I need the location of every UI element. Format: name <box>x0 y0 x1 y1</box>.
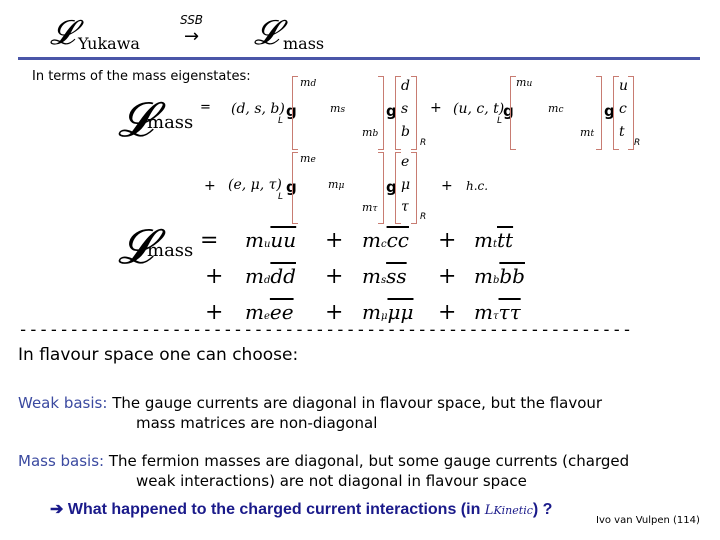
mass-term: $m\mu\overline{\mu\mu}$ <box>362 300 414 324</box>
lepton-matrix-left-bracket <box>292 152 298 224</box>
down-row-vector: (d, s, b) <box>231 101 285 117</box>
matrix-equation <box>0 0 720 230</box>
lepton-col-right-bracket <box>411 152 417 224</box>
mass-eq-equals: = <box>200 228 219 253</box>
up-coupling-g: g <box>503 102 514 120</box>
title-mass-lagrangian-symbol: 𝓛 <box>254 13 279 53</box>
mass-term: $mu\overline{uu}$ <box>245 228 297 252</box>
mass-term: $mb\overline{bb}$ <box>474 264 525 288</box>
mass-eq-plus: + <box>438 300 457 325</box>
up-col-subscript: R <box>634 138 641 148</box>
weak-basis-line1: The gauge currents are diagonal in flavour space, but the flavour <box>112 394 603 412</box>
matrix-equals: = <box>200 100 211 115</box>
matrix-lhs-symbol: 𝓛 <box>118 92 153 148</box>
hermitian-conjugate: h.c. <box>466 179 489 193</box>
arrow-right-icon: ➔ <box>50 501 64 518</box>
mass-eq-plus: + <box>325 228 344 253</box>
lepton-coupling-g: g <box>286 178 297 196</box>
down-row-subscript: L <box>278 116 284 126</box>
lepton-matrix-me: me <box>300 152 316 165</box>
down-col-d: d <box>401 78 410 94</box>
down-matrix-mb: mb <box>362 126 379 139</box>
down-col-subscript: R <box>420 138 427 148</box>
mass-term: $mc\overline{cc}$ <box>362 228 409 252</box>
mass-eq-lhs-symbol: 𝓛 <box>118 219 153 275</box>
matrix-plus-2: + <box>204 178 216 194</box>
lepton-matrix-mmu: mμ <box>328 178 345 191</box>
down-col-s: s <box>401 101 409 117</box>
up-matrix-mc: mc <box>548 102 564 115</box>
up-matrix-mt: mt <box>580 126 595 139</box>
footer-credit: Ivo van Vulpen (114) <box>596 515 700 526</box>
mass-basis-line1: The fermion masses are diagonal, but some gauge currents (charged <box>108 452 630 470</box>
up-col-u: u <box>619 78 629 94</box>
up-row-subscript: L <box>497 116 503 126</box>
title-yukawa-subscript: Yukawa <box>78 34 140 53</box>
title-ssb-label: SSB <box>180 13 204 27</box>
down-matrix-ms: ms <box>330 102 346 115</box>
up-col-c: c <box>619 101 627 117</box>
mass-term: $m\tau\overline{\tau\tau}$ <box>474 300 521 324</box>
up-row-vector: (u, c, t) <box>453 101 505 117</box>
lepton-row-subscript: L <box>278 192 284 202</box>
mass-eq-row-plus: + <box>205 264 224 289</box>
mass-basis-block <box>18 451 708 491</box>
lepton-coupling-g-right: g <box>386 178 397 196</box>
mass-eq-plus: + <box>325 300 344 325</box>
question-L-symbol: L <box>484 503 494 518</box>
lepton-col-e: e <box>401 154 410 170</box>
choose-heading: In flavour space one can choose: <box>18 345 299 365</box>
mass-term: $ms\overline{ss}$ <box>362 264 407 288</box>
mass-eq-plus: + <box>438 264 457 289</box>
lepton-matrix-right-bracket <box>378 152 384 224</box>
mass-basis-label: Mass basis: <box>18 452 105 470</box>
mass-eq-plus: + <box>438 228 457 253</box>
down-col-right-bracket <box>411 76 417 150</box>
matrix-plus-3: + <box>441 178 453 194</box>
mass-term: $md\overline{dd}$ <box>245 264 296 288</box>
matrix-plus-1: + <box>430 100 442 116</box>
lepton-col-tau: τ <box>401 199 409 215</box>
title-mass-subscript: mass <box>283 34 325 53</box>
down-coupling-g: g <box>286 102 297 120</box>
title-lagrangian-symbol: 𝓛 <box>50 13 75 53</box>
down-coupling-g-right: g <box>386 102 397 120</box>
lepton-col-mu: μ <box>401 177 411 193</box>
question-text: What happened to the charged current interactions (in <box>67 501 481 518</box>
down-matrix-md: md <box>300 76 317 89</box>
mass-eq-lhs-subscript: mass <box>147 240 194 261</box>
question-line <box>50 499 552 519</box>
weak-basis-line2: mass matrices are non-diagonal <box>136 414 378 432</box>
lepton-matrix-mtau: mτ <box>362 201 378 214</box>
weak-basis-block <box>18 393 708 433</box>
weak-basis-label: Weak basis: <box>18 394 108 412</box>
up-col-t: t <box>619 124 625 140</box>
lepton-col-subscript: R <box>420 212 427 222</box>
lepton-row-vector: (e, μ, τ) <box>228 177 282 193</box>
down-matrix-left-bracket <box>292 76 298 150</box>
up-coupling-g-right: g <box>604 102 615 120</box>
down-col-b: b <box>401 124 410 140</box>
mass-eq-plus: + <box>325 264 344 289</box>
down-matrix-right-bracket <box>378 76 384 150</box>
up-matrix-right-bracket <box>596 76 602 150</box>
mass-eq-row-plus: + <box>205 300 224 325</box>
question-L-subscript: Kinetic <box>493 504 533 517</box>
question-tail: ) ? <box>532 501 553 518</box>
intro-text: In terms of the mass eigenstates: <box>32 69 251 84</box>
title-arrow-icon: → <box>184 26 200 47</box>
mass-basis-line2: weak interactions) are not diagonal in flavour space <box>136 472 527 490</box>
mass-term: $me\overline{ee}$ <box>245 300 294 324</box>
mass-term: $mt\overline{tt}$ <box>474 228 514 252</box>
divider-line: ------------------------------------------------------------ <box>18 320 633 340</box>
up-matrix-mu: mu <box>516 76 533 89</box>
mass-equation <box>0 219 720 325</box>
matrix-lhs-subscript: mass <box>147 112 194 133</box>
